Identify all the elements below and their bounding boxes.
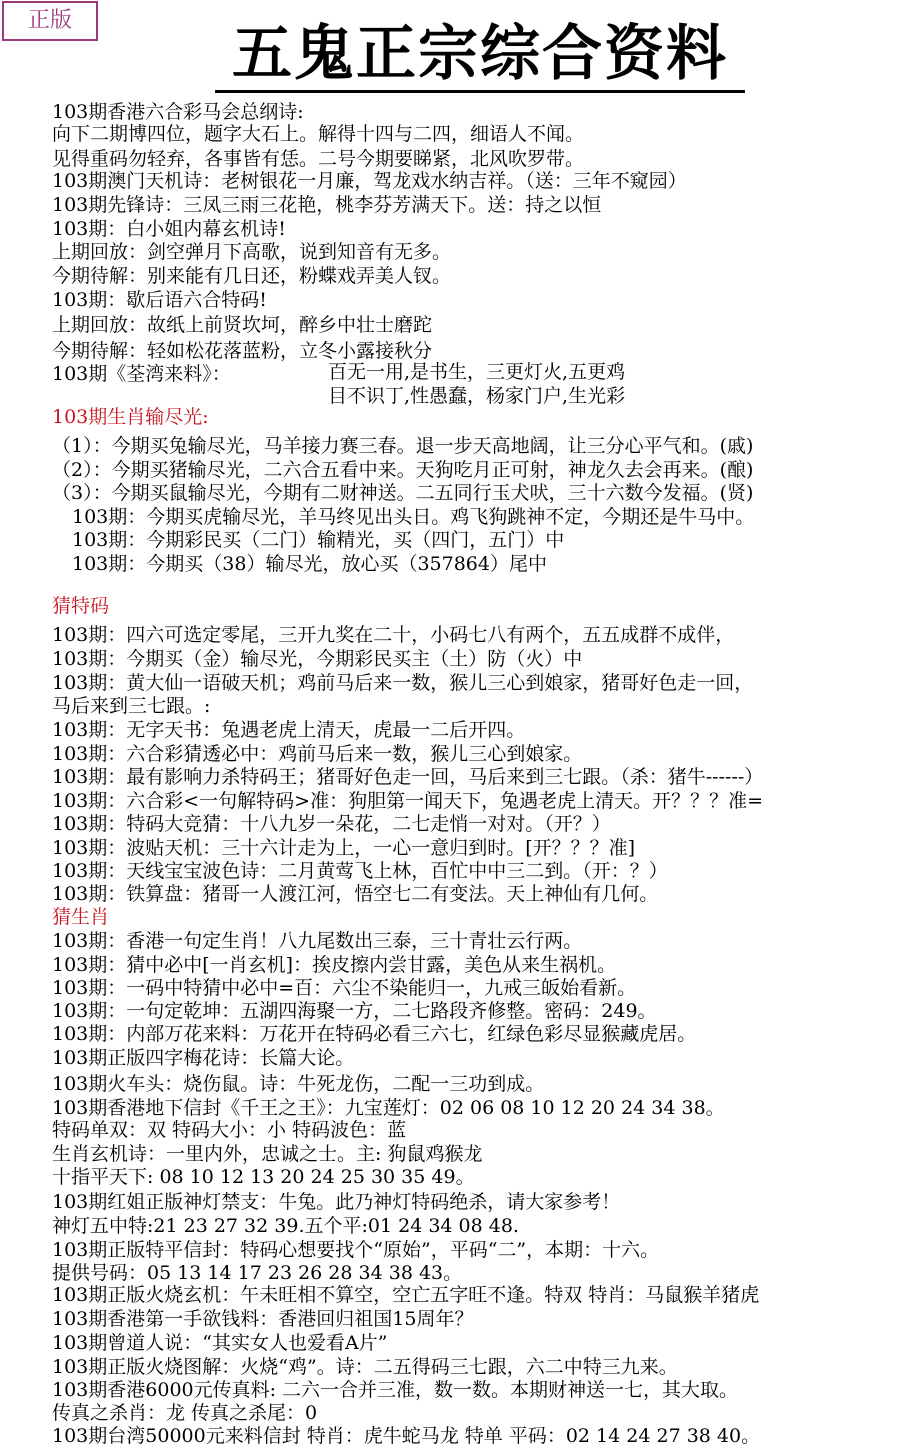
text-line: 103期：歇后语六合特码!	[52, 289, 267, 311]
text-line: 提供号码：05 13 14 17 23 26 28 34 38 43。	[52, 1262, 463, 1284]
text-line: 103期：特码大竞猜：十八九岁一朵花，二七走悄一对对。（开？）	[52, 813, 611, 835]
genuine-badge: 正版	[2, 1, 98, 41]
text-line: 上期回放：故纸上前贤坎坷，醉乡中壮士磨跎	[52, 314, 433, 336]
text-line: 上期回放：剑空弹月下高歌，说到知音有无多。	[52, 241, 452, 263]
text-line: 103期：猜中必中[一肖玄机]：挨皮擦内尝甘露，美色从来生祸机。	[52, 954, 617, 976]
text-line: 103期：波贴天机：三十六计走为上，一心一意归到时。[开？？？准]	[52, 837, 636, 859]
text-line: 向下二期博四位，题字大石上。解得十四与二四，细语人不闻。	[52, 123, 585, 145]
text-line: 见得重码勿轻弃，各事皆有恁。二号今期要睇紧，北风吹罗带。	[52, 148, 585, 170]
text-line: （1）：今期买兔输尽光，马羊接力赛三春。退一步天高地阔，让三分心平气和。(戚)	[52, 435, 754, 457]
text-line: 神灯五中特:21 23 27 32 39.五个平:01 24 34 08 48.	[52, 1215, 519, 1237]
text-line: 103期香港地下信封《千王之王》：九宝莲灯：02 06 08 10 12 20 24 34 38。	[52, 1097, 725, 1119]
text-line: 103期：六合彩<一句解特码>准：狗胆第一闻天下，兔遇老虎上清天。开？？？准=	[52, 790, 764, 812]
text-line: 103期：白小姐内幕玄机诗!	[52, 218, 286, 240]
text-line: 103期正版特平信封：特码心想要找个“原始”，平码“二”，本期：十六。	[52, 1239, 660, 1261]
text-line: 103期：香港一句定生肖！八九尾数出三泰，三十青壮云行两。	[52, 930, 583, 952]
text-line: 103期火车头：烧伤鼠。诗：牛死龙伤，二配一三功到成。	[52, 1073, 545, 1095]
text-line: 103期正版火烧玄机：午未旺相不算空，空亡五字旺不逢。特双 特肖：马鼠猴羊猪虎	[52, 1284, 760, 1306]
text-line: 103期：六合彩猜透必中：鸡前马后来一数，猴儿三心到娘家。	[52, 743, 583, 765]
text-line: 特码单双：双 特码大小：小 特码波色：蓝	[52, 1119, 407, 1141]
text-line: 103期：天线宝宝波色诗：二月黄莺飞上林，百忙中中三二到。（开：？）	[52, 860, 668, 882]
text-line: 生肖玄机诗：一里内外，忠诚之士。主: 狗鼠鸡猴龙	[52, 1143, 483, 1165]
text-line: 103期曾道人说：“其实女人也爱看A片”	[52, 1332, 388, 1354]
section-heading: 猜特码	[52, 595, 110, 617]
text-line: 103期：今期买虎输尽光，羊马终见出头日。鸡飞狗跳神不定，今期还是牛马中。	[72, 506, 755, 528]
text-line: 103期：铁算盘：猪哥一人渡江河，悟空七二有变法。天上神仙有几何。	[52, 883, 659, 905]
page-title: 五鬼正宗综合资料	[232, 19, 728, 89]
text-line: 今期待解：别来能有几日还，粉蝶戏弄美人钗。	[52, 265, 452, 287]
section-heading: 103期生肖输尽光:	[52, 406, 209, 428]
text-line: 103期香港第一手欲钱料：香港回归祖国15周年？	[52, 1308, 474, 1330]
text-line: 103期：今期彩民买（二门）输精光，买（四门，五门）中	[72, 529, 565, 551]
text-line: 马后来到三七跟。:	[52, 695, 211, 717]
text-line: 百无一用,是书生，三更灯火,五更鸡	[328, 361, 626, 383]
text-line: 103期：今期买（38）输尽光，放心买（357864）尾中	[72, 553, 547, 575]
text-line: 十指平天下: 08 10 12 13 20 24 25 30 35 49。	[52, 1166, 475, 1188]
text-line: 103期香港六合彩马会总纲诗:	[52, 101, 304, 123]
text-line: 传真之杀肖：龙 传真之杀尾：0	[52, 1402, 318, 1424]
text-line: 103期：四六可选定零尾，三开九奖在二十，小码七八有两个，五五成群不成伴，	[52, 624, 735, 646]
text-line: 今期待解：轻如松花落蓝粉，立冬小露接秋分	[52, 340, 433, 362]
text-line: 103期：内部万花来料：万花开在特码必看三六七，红绿色彩尽显猴藏虎居。	[52, 1023, 697, 1045]
section-heading: 猜生肖	[52, 906, 110, 928]
text-line: 103期：一句定乾坤：五湖四海聚一方，二七路段齐修整。密码：249。	[52, 1000, 657, 1022]
text-line: 103期红姐正版神灯禁支：牛兔。此乃神灯特码绝杀，请大家参考！	[52, 1191, 621, 1213]
text-line: 目不识丁,性愚蠢，杨家门户,生光彩	[328, 385, 626, 407]
text-line: 103期：无字天书：兔遇老虎上清天，虎最一二后开四。	[52, 719, 526, 741]
text-line: 103期台湾50000元来料信封 特肖：虎牛蛇马龙 特单 平码：02 14 24 27 38 40。	[52, 1425, 761, 1447]
text-line: 103期：黄大仙一语破天机；鸡前马后来一数，猴儿三心到娘家，猪哥好色走一回，	[52, 672, 754, 694]
text-line: 103期正版火烧图解：火烧“鸡”。诗：二五得码三七跟，六二中特三九来。	[52, 1356, 678, 1378]
text-line: 103期《荃湾来料》：	[52, 363, 231, 385]
title-underline	[215, 90, 745, 93]
text-line: 103期：今期买（金）输尽光，今期彩民买主（土）防（火）中	[52, 648, 583, 670]
text-line: 103期澳门天机诗：老树银花一月廉，驾龙戏水纳吉祥。（送：三年不窥园）	[52, 170, 687, 192]
text-line: 103期：最有影响力杀特码王；猪哥好色走一回，马后来到三七跟。（杀：猪牛------）	[52, 766, 764, 788]
text-line: 103期正版四字梅花诗：长篇大论。	[52, 1047, 355, 1069]
text-line: 103期先锋诗：三凤三雨三花艳，桃李芬芳满天下。送：持之以恒	[52, 194, 602, 216]
text-line: 103期：一码中特猜中必中=百：六尘不染能归一，九戒三皈始看新。	[52, 977, 637, 999]
text-line: （3）：今期买鼠输尽光，今期有二财神送。二五同行玉犬吠，三十六数今发福。(贤)	[52, 482, 754, 504]
text-line: 103期香港6000元传真料: 二六一合并三准，数一数。本期财神送一七，其大取。	[52, 1379, 739, 1401]
text-line: （2）：今期买猪输尽光，二六合五看中来。天狗吃月正可射，神龙久去会再来。(酿)	[52, 459, 754, 481]
